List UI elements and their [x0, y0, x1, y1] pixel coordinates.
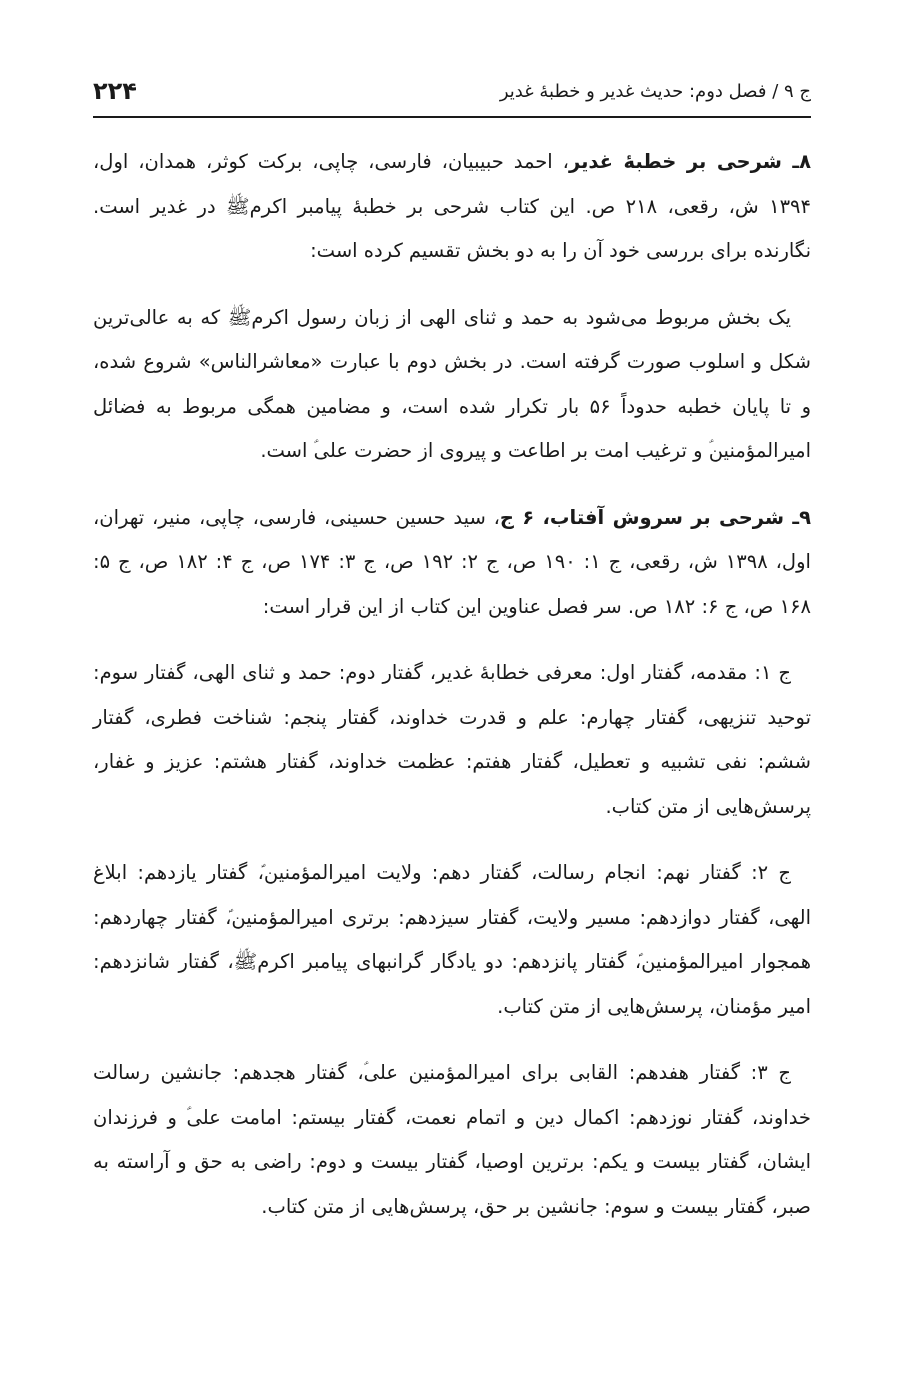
entry-8-details: ، احمد حبیبیان، فارسی، چاپی، برکت کوثر، همدان، اول، ۱۳۹۴ ش، رقعی، ۲۱۸ ص. این کتاب شرحی بر خطبهٔ پیامبر اکرمﷺ در غدیر است. نگارنده برای بررسی خود آن را به دو بخش تقسیم کرده است: [93, 150, 811, 262]
volume-2-contents: ج ۲: گفتار نهم: انجام رسالت، گفتار دهم: ولایت امیرالمؤمنین‌ؑ، گفتار یازدهم: ابلاغ الهی، گفتار دوازدهم: مسیر ولایت، گفتار سیزدهم: برتری امیرالمؤمنین‌ؑ، گفتار چهاردهم: همجوار امیرالمؤمنین‌ؑ، گفتار پانزدهم: دو یادگار گرانبهای پیامبر اکرمﷺ، گفتار شانزدهم: امیر مؤمنان، پرسش‌هایی از متن کتاب. [93, 861, 811, 1018]
entry-8-title: ۸ـ شرحی بر خطبهٔ غدیر [568, 150, 812, 173]
header-title: ج ۹ / فصل دوم: حدیث غدیر و خطبهٔ غدیر [499, 80, 811, 102]
page-content [93, 140, 811, 1251]
page-number: ۲۲۴ [93, 77, 137, 105]
entry-9-title: ۹ـ شرحی بر سروش آفتاب، ۶ ج [499, 505, 811, 529]
entry-9-details: ، سید حسین حسینی، فارسی، چاپی، منیر، تهران، اول، ۱۳۹۸ ش، رقعی، ج ۱: ۱۹۰ ص، ج ۲: ۱۹۲ ص، ج ۳: ۱۷۴ ص، ج ۴: ۱۸۲ ص، ج ۵: ۱۶۸ ص، ج ۶: ۱۸۲ ص. سر فصل عناوین این کتاب از این قرار است: [93, 505, 811, 618]
book-page [93, 0, 811, 1390]
entry-9-paragraph [93, 496, 811, 630]
volume-3-contents: ج ۳: گفتار هفدهم: القابی برای امیرالمؤمنین علی‌ؑ، گفتار هجدهم: جانشین رسالت خداوند، گفتار نوزدهم: اکمال دین و اتمام نعمت، گفتار بیستم: امامت علی‌ؑ و فرزندان ایشان، گفتار بیست و یکم: برترین اوصیا، گفتار بیست و دوم: راضی به حق و آراسته به صبر، گفتار بیست و سوم: جانشین بر حق، پرسش‌هایی از متن کتاب. [93, 1061, 811, 1218]
entry-8-paragraph [93, 140, 811, 274]
running-header [93, 66, 811, 118]
entry-8-description: یک بخش مربوط می‌شود به حمد و ثنای الهی از زبان رسول اکرمﷺ که به عالی‌ترین شکل و اسلوب صورت گرفته است. در بخش دوم با عبارت «معاشرالناس» شروع شده، و تا پایان خطبه حدوداً ۵۶ بار تکرار شده است، و مضامین همگی مربوط به فضائل امیرالمؤمنین‌ؑ و ترغیب امت بر اطاعت و پیروی از حضرت علی‌ؑ است. [93, 305, 811, 462]
volume-1-contents: ج ۱: مقدمه، گفتار اول: معرفی خطابهٔ غدیر، گفتار دوم: حمد و ثنای الهی، گفتار سوم: توحید تنزیهی، گفتار چهارم: علم و قدرت خداوند، گفتار پنجم: شناخت فطری، گفتار ششم: نفی تشبیه و تعطیل، گفتار هفتم: عظمت خداوند، گفتار هشتم: عزیز و غفار، پرسش‌هایی از متن کتاب. [93, 661, 811, 818]
